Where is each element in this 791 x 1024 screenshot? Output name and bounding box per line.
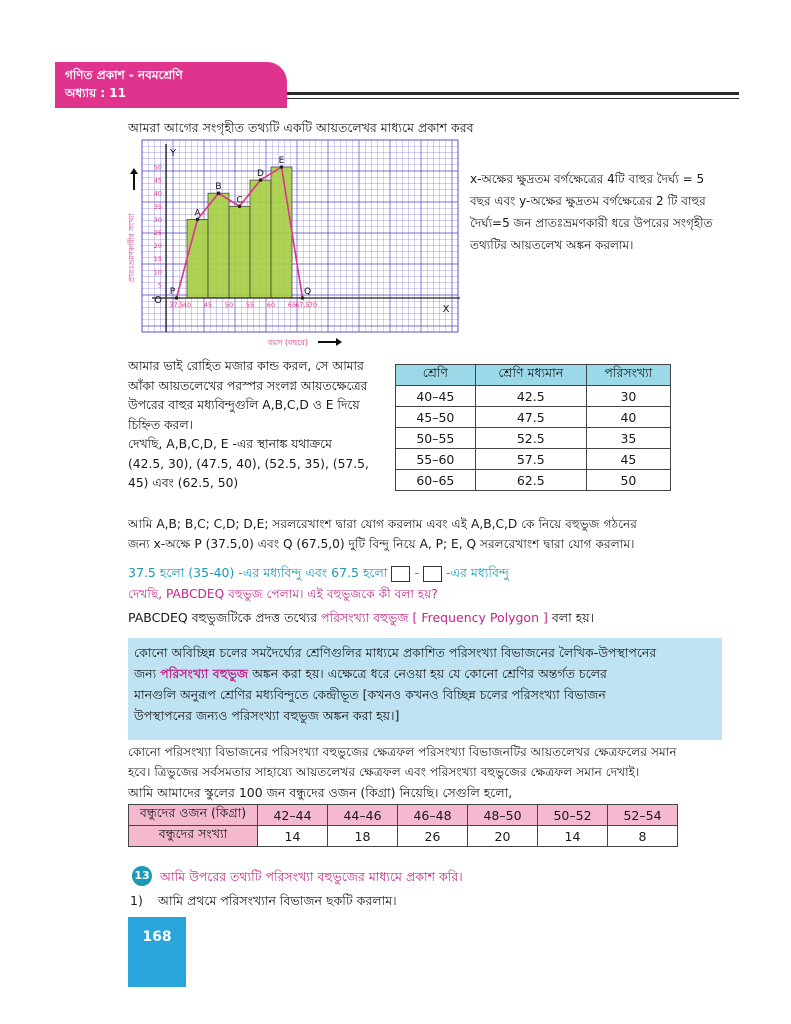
histogram-bar xyxy=(208,193,229,298)
y-tick-label: 25 xyxy=(153,229,162,237)
table-row xyxy=(396,428,671,449)
histogram-bar xyxy=(229,206,250,298)
question-text: 37.5 হলো (35-40) -এর মধ্যবিন্দু এবং 67.5 হলো xyxy=(128,565,388,580)
x-tick-label: 60 xyxy=(266,301,276,309)
frequency-cell: 50 xyxy=(586,470,670,491)
y-tick-label: 15 xyxy=(153,255,162,264)
step-number: 1) xyxy=(130,893,143,908)
x-tick-label: 45 xyxy=(203,301,213,309)
class-cell: 40–45 xyxy=(396,386,476,407)
text-span: অঙ্কন করা হয়। এক্ষেত্রে ধরে নেওয়া হয় যে কোনো শ্রেণির অন্তর্গত চলের xyxy=(252,666,607,681)
x-tick-label: 65 xyxy=(287,301,297,309)
table-row xyxy=(396,407,671,428)
x-tick-label: 55 xyxy=(245,301,255,309)
question-text-end: -এর মধ্যবিন্দু xyxy=(445,565,509,580)
y-tick-label: 20 xyxy=(153,242,162,251)
midpoint-cell: 42.5 xyxy=(475,386,586,407)
y-tick-label: 10 xyxy=(153,268,162,277)
definition-box xyxy=(128,638,722,740)
x-axis-letter: X xyxy=(442,304,450,315)
x-arrow-icon xyxy=(318,338,342,346)
definition-term: পরিসংখ্যা বহুভুজ [ Frequency Polygon ] xyxy=(321,610,548,625)
origin-label: O xyxy=(154,295,162,306)
y-tick-label: 45 xyxy=(153,176,162,185)
frequency-cell: 35 xyxy=(586,428,670,449)
page-number: 168 xyxy=(128,917,186,987)
count-cell: 14 xyxy=(258,826,328,847)
class-cell: 60–65 xyxy=(396,470,476,491)
graph-scale-note: x-অক্ষের ক্ষুদ্রতম বর্গক্ষেত্রের 4টি বাহুর দৈর্ঘ্য = 5 বছর এবং y-অক্ষের ক্ষুদ্রতম বর্গক্ষেত্রের 2 টি বাহুর দৈর্ঘ্য=5 জন প্রাতঃভ্রমণকারী ধরে উপরের সংগৃহীত তথ্যটির আয়তলেখ অঙ্কন করলাম। xyxy=(470,172,713,252)
x-tick-label: 40 xyxy=(182,301,192,309)
y-tick-label: 35 xyxy=(153,202,162,211)
polygon-construction-text xyxy=(128,514,728,554)
text-line: দেখছি, A,B,C,D, E -এর স্থানাঙ্ক যথাক্রমে xyxy=(128,437,332,451)
count-cell: 20 xyxy=(468,826,538,847)
class-cell: 42–44 xyxy=(258,805,328,826)
class-cell: 48–50 xyxy=(468,805,538,826)
text-line: হবে। ত্রিভুজের সর্বসমতার সাহায্যে আয়তলেখর ক্ষেত্রফল এবং পরিসংখ্যা বহুভুজের ক্ষেত্রফল সমান দেখাই। xyxy=(128,765,640,779)
x-tick-label: 50 xyxy=(224,301,234,309)
text-line: কোনো অবিচ্ছিন্ন চলের সমদৈর্ঘ্যের শ্রেণিগুলির মাধ্যমে প্রকাশিত পরিসংখ্যা বিভাজনের লৈখিক-উপস্থাপনের xyxy=(134,645,657,660)
step-text: আমি প্রথমে পরিসংখ্যান বিভাজন ছকটি করলাম। xyxy=(158,893,397,908)
count-cell: 8 xyxy=(608,826,678,847)
midpoint-cell: 62.5 xyxy=(475,470,586,491)
frequency-cell: 40 xyxy=(586,407,670,428)
histogram-frequency-polygon-graph xyxy=(128,138,463,348)
question-number-badge: 13 xyxy=(132,866,152,886)
x-tick-label: 67.5 xyxy=(295,301,310,309)
row-label: বন্ধুদের সংখ্যা xyxy=(129,826,258,847)
header-cell: পরিসংখ্যা xyxy=(586,365,670,386)
class-cell: 44–46 xyxy=(328,805,398,826)
vertex-label: E xyxy=(278,156,285,166)
midpoint-question xyxy=(128,563,509,582)
answer-box-2[interactable] xyxy=(423,566,442,582)
table-row xyxy=(396,449,671,470)
text-line: জন্য x-অক্ষে P (37.5,0) এবং Q (67.5,0) দুটি বিন্দু নিয়ে A, P; E, Q সরলরেখাংশ দ্বারা যোগ করলাম। xyxy=(128,537,635,551)
weight-table xyxy=(128,804,678,847)
definition-line xyxy=(128,608,594,627)
area-paragraph xyxy=(128,742,728,782)
histogram-bar xyxy=(187,219,208,298)
class-cell: 52–54 xyxy=(608,805,678,826)
x-tick-label: 37.5 xyxy=(169,301,184,309)
y-axis-label: প্রাতঃভ্রমণকারীর সংখ্যা xyxy=(127,213,136,283)
class-cell: 50–52 xyxy=(538,805,608,826)
count-cell: 26 xyxy=(398,826,468,847)
text-line: মানগুলি অনুরূপ শ্রেণির মধ্যবিন্দুতে কেন্দ্রীভূত [কখনও কখনও বিচ্ছিন্ন চলের পরিসংখ্যা বিভাজন xyxy=(134,687,606,702)
dash: - xyxy=(414,565,419,580)
class-cell: 55–60 xyxy=(396,449,476,470)
book-title: গণিত প্রকাশ - নবমশ্রেণি xyxy=(65,68,183,82)
histogram-bar xyxy=(250,180,271,298)
midpoint-paragraph xyxy=(128,357,390,494)
row-label: বন্ধুদের ওজন (কিগ্রা) xyxy=(129,805,258,826)
header-cell: শ্রেণি মধ্যমান xyxy=(475,365,586,386)
y-tick-label: 5 xyxy=(157,281,162,290)
table-row xyxy=(129,805,678,826)
text-line xyxy=(134,663,716,684)
table-row xyxy=(396,386,671,407)
vertex-label: Q xyxy=(303,287,312,297)
text-line: আমি A,B; B,C; C,D; D,E; সরলরেখাংশ দ্বারা যোগ করলাম এবং এই A,B,C,D কে নিয়ে বহুভুজ গঠনের xyxy=(128,517,637,531)
histogram-bar xyxy=(271,167,292,298)
intro-text: আমরা আগের সংগৃহীত তথ্যটি একটি আয়তলেখর মাধ্যমে প্রকাশ করব xyxy=(128,120,474,135)
text-line: 45) এবং (62.5, 50) xyxy=(128,476,239,490)
y-arrow-icon xyxy=(130,168,138,190)
definition-a: PABCDEQ বহুভুজটিকে প্রদত্ত তথ্যের xyxy=(128,610,318,625)
frequency-cell: 30 xyxy=(586,386,670,407)
highlight-term: পরিসংখ্যা বহুভুজ xyxy=(160,666,249,681)
class-cell: 46–48 xyxy=(398,805,468,826)
text-line: কোনো পরিসংখ্যা বিভাজনের পরিসংখ্যা বহুভুজের ক্ষেত্রফল পরিসংখ্যা বিভাজনটির আয়তলেখর ক্ষেত্রফলের সমান xyxy=(128,745,677,759)
header-rule-thin xyxy=(287,98,739,99)
vertex-label: D xyxy=(257,169,264,180)
y-tick-label: 40 xyxy=(153,189,162,198)
chapter-number: অধ্যায় : 11 xyxy=(65,86,127,100)
text-line: আমার ভাই রোহিত মজার কান্ড করল, সে আমার xyxy=(128,359,364,373)
table-row xyxy=(396,470,671,491)
header-rule xyxy=(287,92,739,95)
midpoint-cell: 57.5 xyxy=(475,449,586,470)
count-cell: 18 xyxy=(328,826,398,847)
y-tick-label: 50 xyxy=(153,163,162,172)
vertex-label: C xyxy=(236,195,243,206)
polygon-vertex xyxy=(175,296,179,300)
text-line: চিহ্নিত করল। xyxy=(128,417,193,432)
midpoint-cell: 47.5 xyxy=(475,407,586,428)
answer-box-1[interactable] xyxy=(391,566,410,582)
table-header-row xyxy=(396,365,671,386)
x-tick-label: 70 xyxy=(308,301,318,309)
text-line: আঁকা আয়তলেখের পরস্পর সংলগ্ন আয়তক্ষেত্রের xyxy=(128,378,368,393)
count-cell: 14 xyxy=(538,826,608,847)
class-cell: 50–55 xyxy=(396,428,476,449)
text-span: জন্য xyxy=(134,666,157,681)
frequency-cell: 45 xyxy=(586,449,670,470)
midpoint-cell: 52.5 xyxy=(475,428,586,449)
vertex-label: A xyxy=(194,208,201,219)
question-13-text: আমি উপরের তথ্যটি পরিসংখ্যা বহুভুজের মাধ্যমে প্রকাশ করি। xyxy=(160,869,463,884)
table-row xyxy=(129,826,678,847)
class-cell: 45–50 xyxy=(396,407,476,428)
weight-intro: আমি আমাদের স্কুলের 100 জন বন্ধুদের ওজন (কিগ্রা) নিয়েছি। সেগুলি হলো, xyxy=(128,785,513,800)
vertex-label: B xyxy=(215,182,222,193)
text-line: (42.5, 30), (47.5, 40), (52.5, 35), (57.5, xyxy=(128,456,369,471)
text-line: উপরের বাহুর মধ্যবিন্দুগুলি A,B,C,D ও E দিয়ে xyxy=(128,398,360,412)
definition-c: বলা হয়। xyxy=(551,610,595,625)
header-cell: শ্রেণি xyxy=(396,365,476,386)
frequency-table xyxy=(395,364,671,491)
text-line: উপস্থাপনের জন্যও পরিসংখ্যা বহুভুজ অঙ্কন করা হয়।] xyxy=(134,708,400,723)
y-axis-letter: Y xyxy=(169,148,177,159)
polygon-question: দেখছি, PABCDEQ বহুভুজ পেলাম। এই বহুভুজকে কী বলা হয়? xyxy=(128,587,438,601)
y-tick-label: 30 xyxy=(153,215,162,224)
chapter-header xyxy=(55,62,287,108)
vertex-label: P xyxy=(169,287,176,297)
x-axis-label: বয়স (বছরে) xyxy=(267,338,309,347)
